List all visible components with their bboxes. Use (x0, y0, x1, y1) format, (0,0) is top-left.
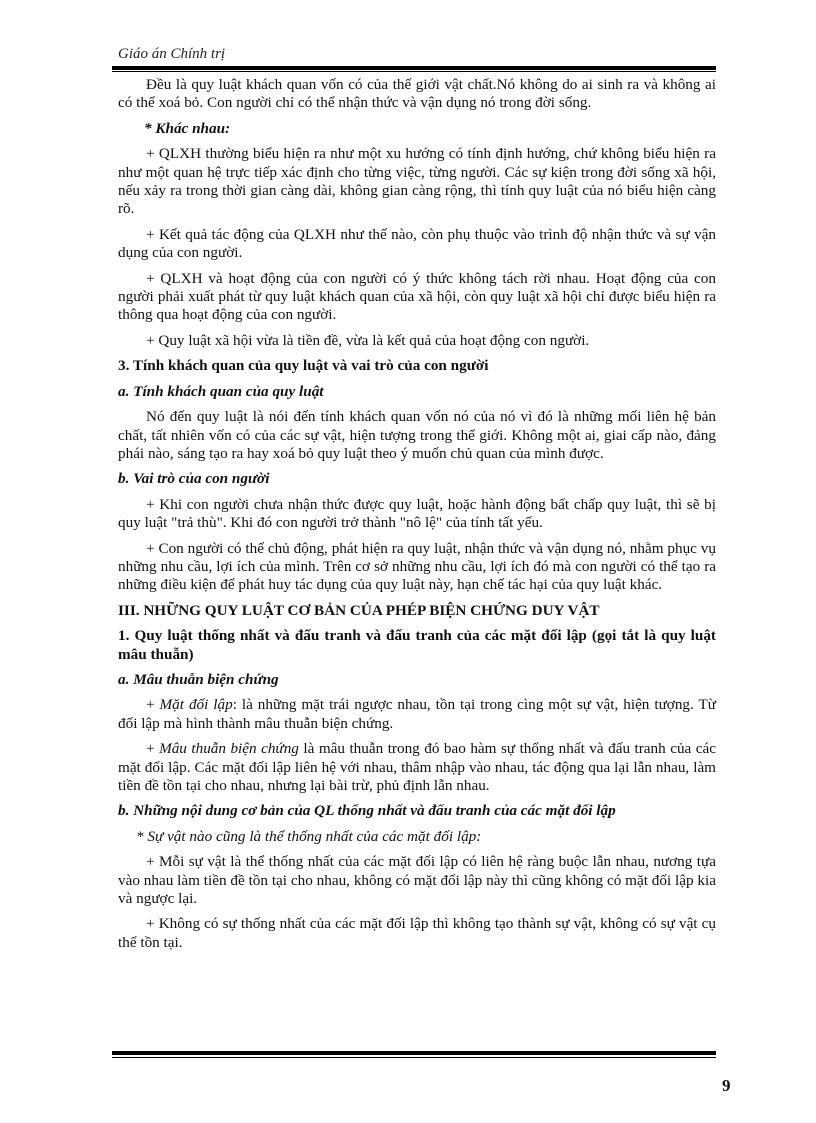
paragraph: Đều là quy luật khách quan vốn có của thế giới vật chất.Nó không do ai sinh ra và không ai có thể xoá bỏ. Con người chỉ có thể nhận thức và vận dụng nó trong đời sống. (118, 76, 716, 112)
paragraph-text: : là những mặt trái ngược nhau, tồn tại trong cìng một sự vật, hiện tượng. Từ đối lập mà hình thành mâu thuẫn biện chứng. (118, 696, 716, 732)
header-rule-thin (112, 71, 716, 72)
paragraph: + Quy luật xã hội vừa là tiền đề, vừa là kết quả của hoạt động con người. (146, 331, 590, 349)
term-mat-doi-lap: Mặt đối lập (159, 696, 233, 714)
section-label-khac-nhau: * Khác nhau: (144, 119, 231, 137)
paragraph: + Khi con người chưa nhận thức được quy luật, hoặc hành động bất chấp quy luật, thì sẽ bị quy luật "trả thù". Khi đó con người trở thành "nô lệ" của tính tất yếu. (118, 495, 716, 532)
header-rule-thick (112, 66, 716, 70)
heading-3: 3. Tính khách quan của quy luật và vai trò của con người (118, 357, 489, 375)
paragraph: + Kết quả tác động của QLXH như thế nào, còn phụ thuộc vào trình độ nhận thức và sự vận dụng của con người. (118, 225, 716, 262)
page-number: 9 (722, 1076, 731, 1095)
heading-3a: a. Tính khách quan của quy luật (118, 382, 324, 400)
body-text (118, 76, 716, 959)
header-title: Giáo án Chính trị (118, 46, 226, 62)
footer-rule-thin (112, 1057, 716, 1058)
paragraph: + QLXH và hoạt động của con người có ý thức không tách rời nhau. Hoạt động của con người phải xuất phát từ quy luật khách quan của xã hội, còn quy luật xã hội chỉ được biểu hiện ra thông qua hoạt động của con người. (118, 269, 716, 324)
heading-3b: b. Vai trò của con người (118, 470, 270, 488)
sub-heading: * Sự vật nào cũng là thể thống nhất của các mặt đối lập: (136, 827, 482, 845)
heading-section-iii: III. NHỮNG QUY LUẬT CƠ BẢN CỦA PHÉP BIỆN CHỨNG DUY VẬT (118, 601, 600, 619)
paragraph: + QLXH thường biểu hiện ra như một xu hướng có tính định hướng, chứ không biểu hiện ra như một quan hệ trực tiếp xác định cho từng việc, từng người. Các sự kiện trong đời sống xã hội, nếu xảy ra trong thời gian càng dài, không gian càng rộng, thì tính quy luật của nó biểu hiện càng rõ. (118, 145, 716, 218)
heading-1b: b. Những nội dung cơ bản của QL thống nhất và đấu tranh của các mặt đối lập (118, 802, 616, 820)
paragraph: + Không có sự thống nhất của các mặt đối lập thì không tạo thành sự vật, không có sự vật cụ thể tồn tại. (118, 915, 716, 951)
paragraph-text: là mâu thuẫn trong đó bao hàm sự thống nhất và đấu tranh của các mặt đối lập. Các mặt đối lập liên hệ với nhau, thâm nhập vào nhau, tác động qua lại lẫn nhau, làm tiền đề tồn tại cho nhau, nhưng lại bài trừ, phủ định lẫn nhau. (118, 740, 716, 794)
term-mau-thuan-bien-chung: Mâu thuẫn biện chứng (159, 740, 299, 758)
paragraph: + Mâu thuẫn biện chứng là mâu thuẫn trong đó bao hàm sự thống nhất và đấu tranh của các mặt đối lập. Các mặt đối lập liên hệ với nhau, thâm nhập vào nhau, tác động qua lại lẫn nhau, làm tiền đề tồn tại cho nhau, nhưng lại bài trừ, phủ định lẫn nhau. (118, 740, 716, 794)
paragraph: + Mỗi sự vật là thể thống nhất của các mặt đối lập có liên hệ ràng buộc lẫn nhau, nương tựa vào nhau làm tiền đề tồn tại cho nhau, không có mặt đối lập này thì cũng không có mặt đối lập kia và ngược lại. (118, 853, 716, 908)
paragraph: Nó đến quy luật là nói đến tính khách quan vốn nó của nó vì đó là những mối liên hệ bản chất, tất nhiên vốn có của các sự vật, hiện tượng trong thế giới. Không một ai, giai cấp nào, đảng phái nào, sáng tạo ra hay xoá bỏ quy luật theo ý muốn chủ quan của mình được. (118, 408, 716, 462)
heading-1a: a. Mâu thuẫn biện chứng (118, 670, 279, 688)
heading-1: 1. Quy luật thống nhất và đấu tranh và đấu tranh của các mặt đối lập (gọi tắt là quy luật mâu thuẫn) (118, 627, 716, 663)
paragraph: + Con người có thể chủ động, phát hiện ra quy luật, nhận thức và vận dụng nó, nhằm phục vụ những nhu cầu, lợi ích của mình. Trên cơ sở những nhu cầu, lợi ích đó mà con người có thể tạo ra những điều kiện để phát huy tác dụng của quy luật này, hạn chế tác hại của quy luật khác. (118, 539, 716, 594)
footer-rule-thick (112, 1051, 716, 1055)
paragraph: + Mặt đối lập: là những mặt trái ngược nhau, tồn tại trong cìng một sự vật, hiện tượng. Từ đối lập mà hình thành mâu thuẫn biện chứng. (118, 696, 716, 732)
